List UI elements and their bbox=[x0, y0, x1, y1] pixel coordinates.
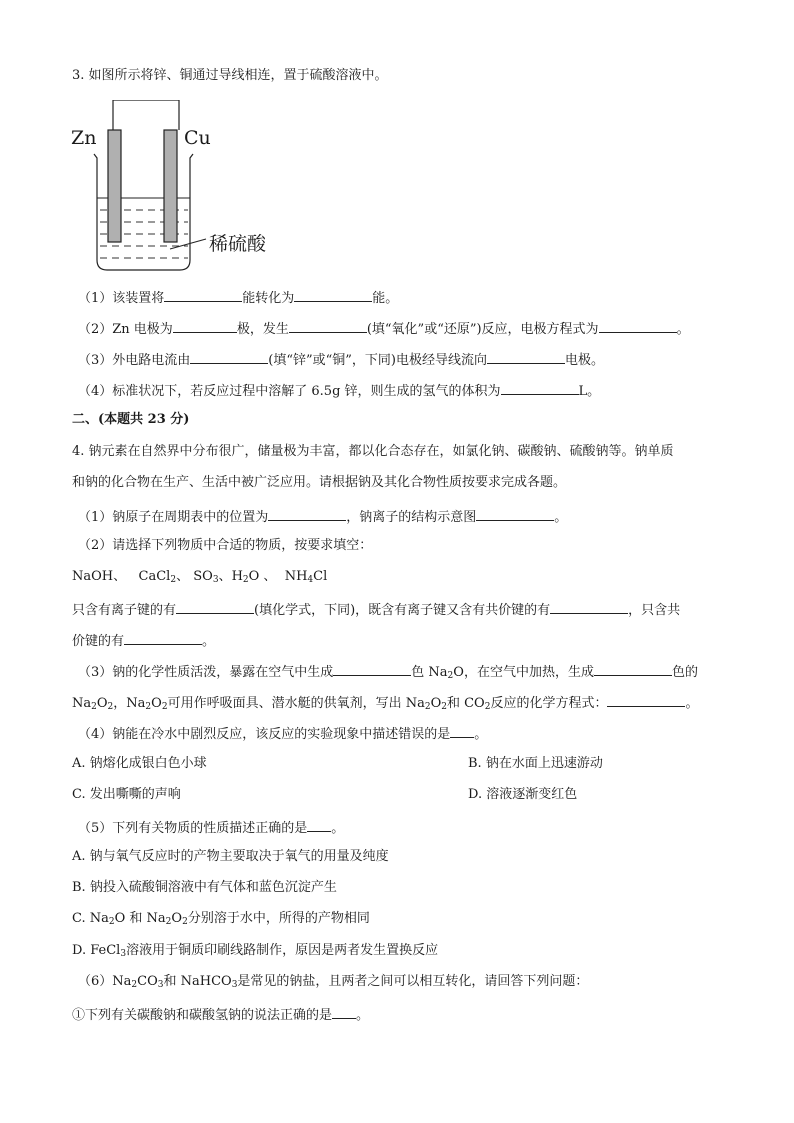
q3-s1: （1）该装置将 能转化为 能。 bbox=[78, 287, 398, 308]
cu-label: Cu bbox=[184, 127, 211, 149]
zn-label: Zn bbox=[71, 127, 97, 149]
q4-s3-line1: （3）钠的化学性质活泼，暴露在空气中生成 色 $Na_2O$，在空气中加热，生成 色的 bbox=[78, 661, 698, 682]
q4-s6-q1: ①下列有关碳酸钠和碳酸氢钠的说法正确的是 。 bbox=[72, 1004, 369, 1025]
option-a: A. 钠熔化成银白色小球 bbox=[72, 756, 207, 771]
acid-label: 稀硫酸 bbox=[209, 233, 267, 255]
q4-s6: $(6)Na_2CO_3$和 NaHCO$_3$是常见的钠盐，且两者之间可以相互转化，请回答下列问题： bbox=[78, 974, 589, 990]
q4-s4: （4）钠能在冷水中剧烈反应，该反应的实验现象中描述错误的是 。 bbox=[78, 723, 487, 744]
q4-s1: （1）钠原子在周期表中的位置为 ，钠离子的结构示意图 。 bbox=[78, 506, 567, 527]
q4-s3-line2: $Na_2O_2$，$Na_2O_2$可用作呼吸面具、潜水艇的供氧剂，写出 $Na_2O_2$和 $CO_2$反应的化学方程式： 。 bbox=[72, 692, 698, 713]
q3-s2: （2）Zn 电极为 极，发生 (填“氧化”或“还原”)反应，电极方程式为 。 bbox=[78, 318, 690, 339]
q3-s3: （3）外电路电流由 (填“锌”或“铜”，下同)电极经导线流向 电极。 bbox=[78, 349, 604, 370]
q4-s5-option-c: C. $Na_2O$ 和 $Na_2O_2$分别溶于水中，所得的产物相同 bbox=[72, 911, 370, 927]
section-heading: 二、(本题共 23 分) bbox=[72, 412, 190, 427]
q3-s4: （4）标准状况下，若反应过程中溶解了 6.5g 锌，则生成的氢气的体积为 L。 bbox=[78, 380, 600, 401]
q4-s2: （2）请选择下列物质中合适的物质，按要求填空： bbox=[78, 538, 373, 553]
q4-intro-1: 4. 钠元素在自然界中分布很广，储量极为丰富，都以化合态存在，如氯化钠、碳酸钠、硫酸钠等。钠单质 bbox=[72, 444, 674, 459]
q4-s4-options-cd bbox=[72, 786, 578, 804]
q4-s5-option-b: B. 钠投入硫酸铜溶液中有气体和蓝色沉淀产生 bbox=[72, 880, 337, 895]
q4-intro-2: 和钠的化合物在生产、生活中被广泛应用。请根据钠及其化合物性质按要求完成各题。 bbox=[72, 475, 567, 490]
q4-s5-option-d: D. FeCl$_3$溶液用于铜质印刷线路制作，原因是两者发生置换反应 bbox=[72, 943, 439, 959]
q4-s4-options-ab bbox=[72, 755, 603, 773]
q4-s5-option-a: A. 钠与氧气反应时的产物主要取决于氧气的用量及纯度 bbox=[72, 849, 389, 864]
substance-list: NaOH、 CaCl$_2$、 $SO_3$、$H_2O$ 、 $NH_4Cl$ bbox=[72, 569, 328, 585]
q4-s2-line1: 只含有离子键的有 (填化学式，下同)，既含有离子键又含有共价键的有 ，只含共 bbox=[72, 599, 680, 620]
option-b: B. 钠在水面上迅速游动 bbox=[468, 756, 603, 771]
option-c: C. 发出嘶嘶的声响 bbox=[72, 787, 181, 802]
option-d: D. 溶液逐渐变红色 bbox=[468, 787, 578, 802]
q4-s2-line2: 价键的有 。 bbox=[72, 630, 215, 651]
q3-intro: 3. 如图所示将锌、铜通过导线相连，置于硫酸溶液中。 bbox=[72, 68, 388, 83]
q4-s5: （5）下列有关物质的性质描述正确的是 。 bbox=[78, 817, 344, 838]
